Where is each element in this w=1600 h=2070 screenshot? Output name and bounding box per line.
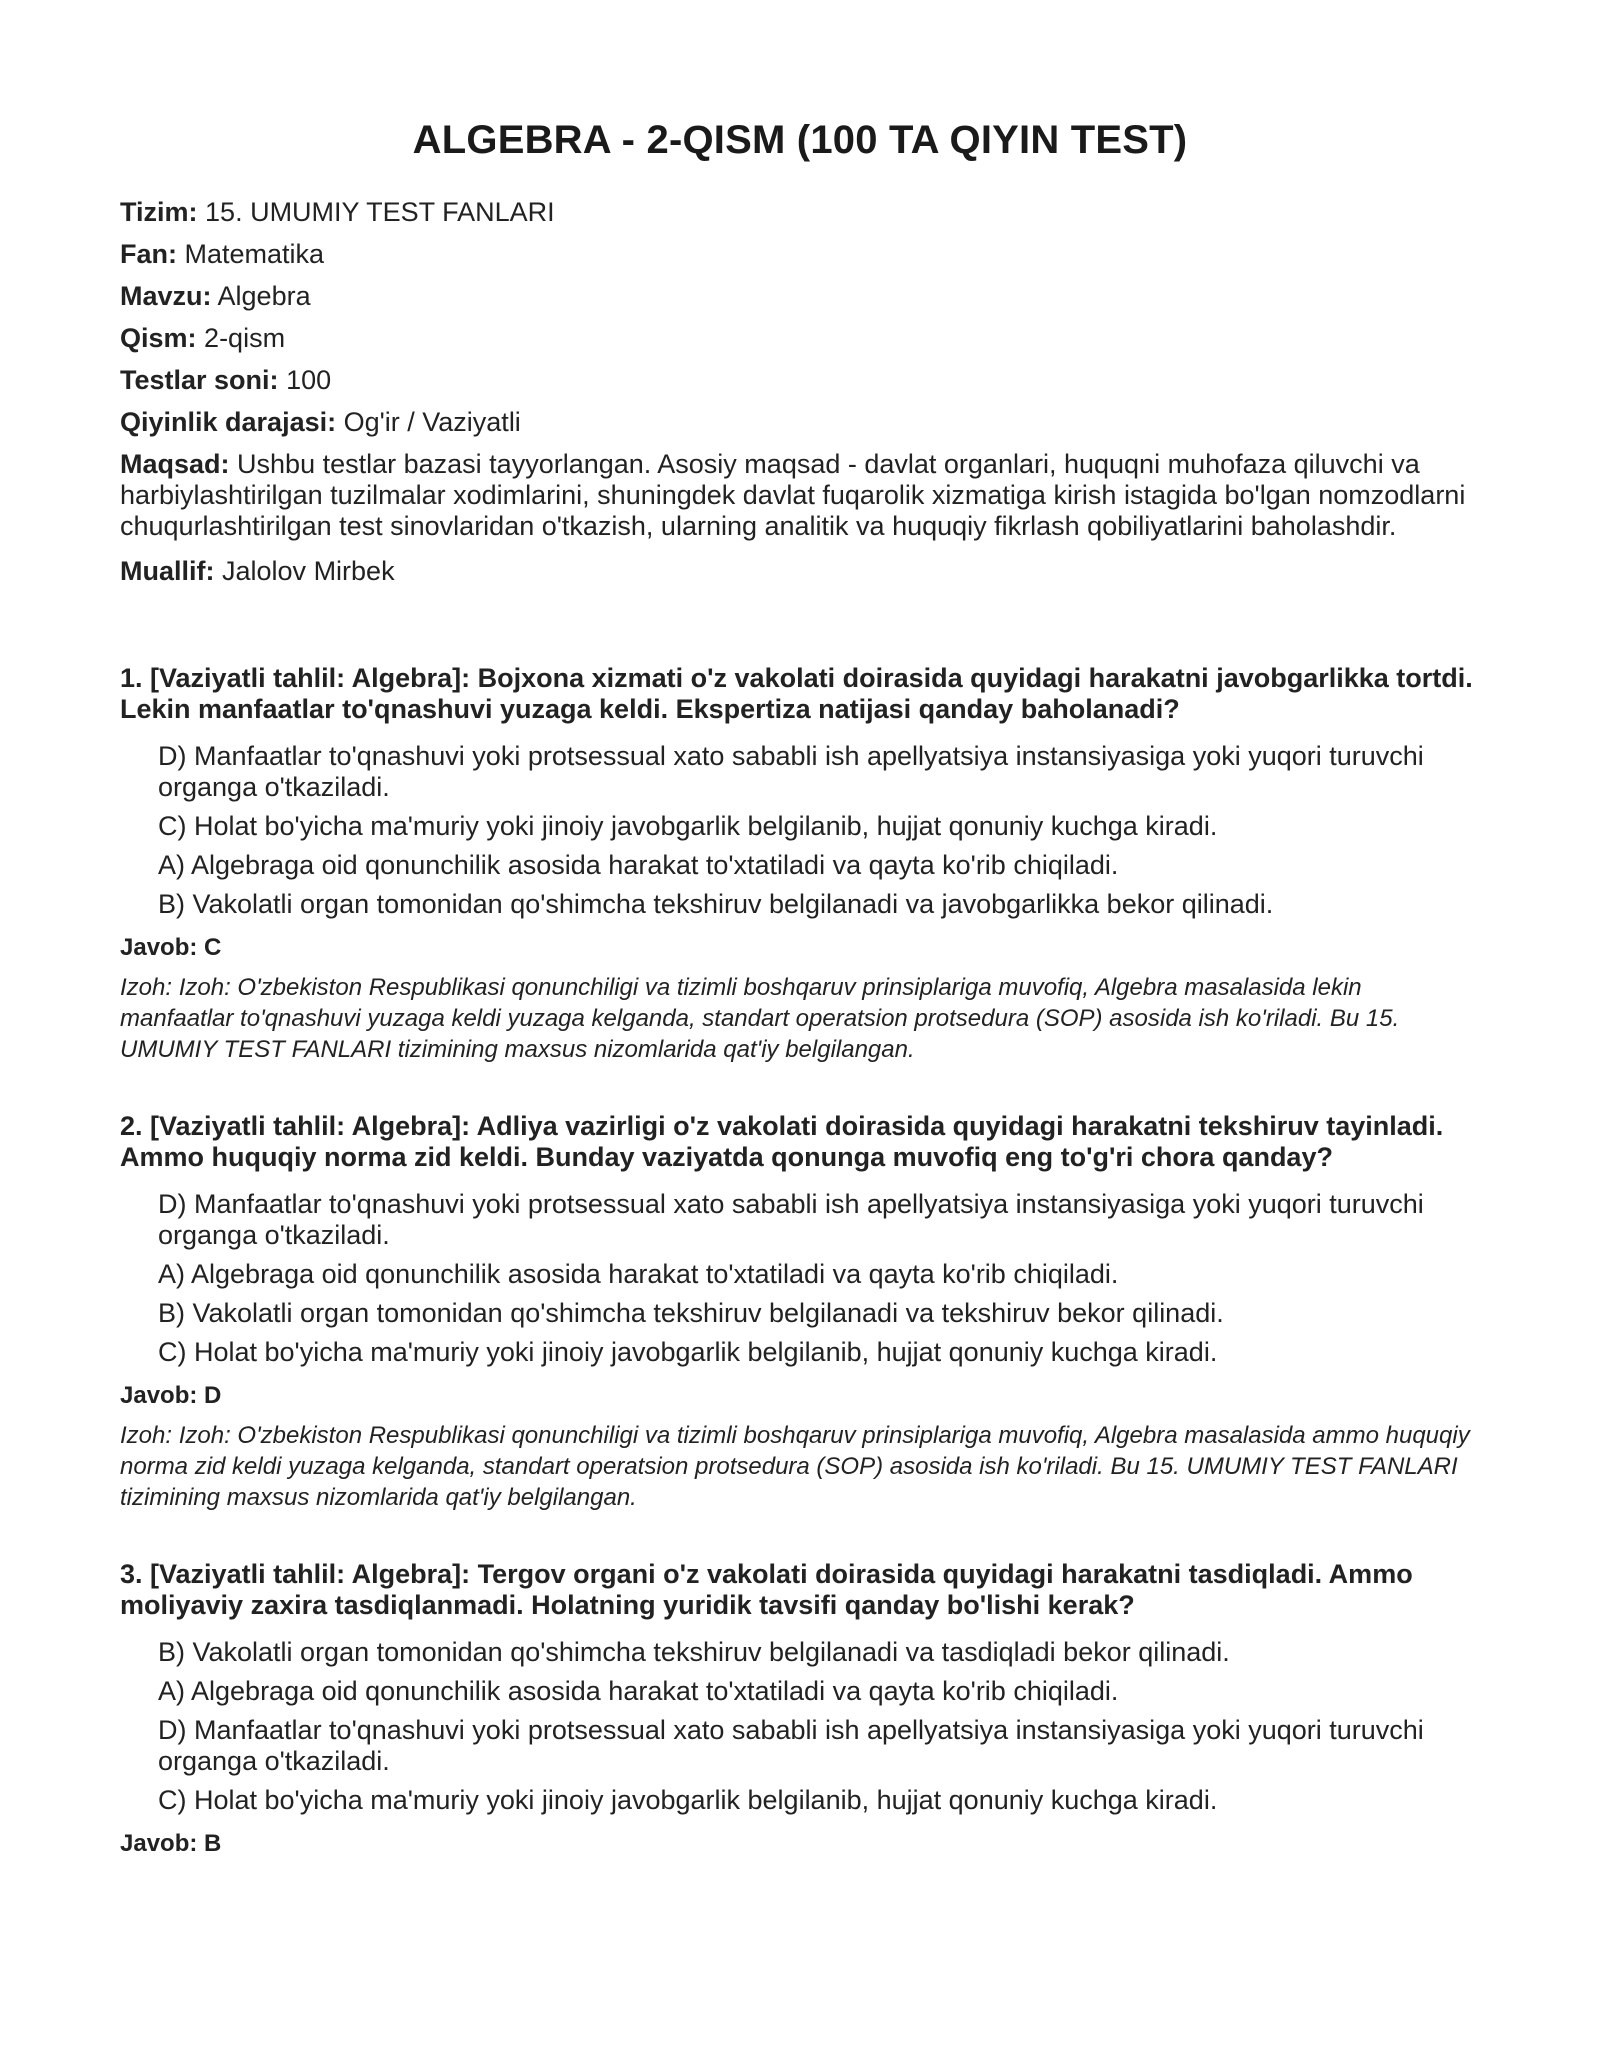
meta-purpose	[120, 449, 1480, 542]
option-list	[158, 1637, 1480, 1816]
answer-option: A) Algebraga oid qonunchilik asosida harakat to'xtatiladi va qayta ko'rib chiqiladi.	[158, 1676, 1119, 1706]
meta-value: 15. UMUMIY TEST FANLARI	[205, 197, 555, 227]
answer-option: C) Holat bo'yicha ma'muriy yoki jinoiy javobgarlik belgilanib, hujjat qonuniy kuchga kiradi.	[158, 811, 1218, 841]
meta-value: Matematika	[184, 239, 325, 269]
correct-answer: Javob: B	[120, 1830, 222, 1857]
meta-part	[120, 323, 1480, 354]
meta-label: Fan:	[120, 239, 177, 269]
meta-label: Tizim:	[120, 197, 198, 227]
question-item	[120, 1559, 1480, 1858]
meta-topic	[120, 281, 1480, 312]
question-item	[120, 663, 1480, 1065]
answer-option: B) Vakolatli organ tomonidan qo'shimcha tekshiruv belgilanadi va javobgarlikka bekor qilinadi.	[158, 889, 1274, 919]
correct-answer: Javob: C	[120, 934, 222, 961]
answer-option: B) Vakolatli organ tomonidan qo'shimcha tekshiruv belgilanadi va tasdiqladi bekor qilinadi.	[158, 1637, 1230, 1667]
meta-label: Qism:	[120, 323, 197, 353]
answer-option: D) Manfaatlar to'qnashuvi yoki protsessual xato sababli ish apellyatsiya instansiyasiga yoki yuqori turuvchi organga o'tkaziladi.	[158, 741, 1424, 802]
meta-value: 2-qism	[204, 323, 286, 353]
document-title: ALGEBRA - 2-QISM (100 TA QIYIN TEST)	[412, 118, 1188, 162]
option-list	[158, 1189, 1480, 1368]
answer-option: C) Holat bo'yicha ma'muriy yoki jinoiy javobgarlik belgilanib, hujjat qonuniy kuchga kiradi.	[158, 1337, 1218, 1367]
meta-label: Qiyinlik darajasi:	[120, 407, 337, 437]
answer-option: D) Manfaatlar to'qnashuvi yoki protsessual xato sababli ish apellyatsiya instansiyasiga yoki yuqori turuvchi organga o'tkaziladi.	[158, 1189, 1424, 1250]
meta-author	[120, 556, 1480, 587]
question-item	[120, 1111, 1480, 1513]
question-text: 1. [Vaziyatli tahlil: Algebra]: Bojxona xizmati o'z vakolati doirasida quyidagi harakatni javobgarlikka tortdi. Lekin manfaatlar to'qnashuvi yuzaga keldi. Ekspertiza natijasi qanday baholanadi?	[120, 663, 1473, 724]
answer-option: B) Vakolatli organ tomonidan qo'shimcha tekshiruv belgilanadi va tekshiruv bekor qilinadi.	[158, 1298, 1224, 1328]
question-list	[120, 663, 1480, 1858]
answer-option: C) Holat bo'yicha ma'muriy yoki jinoiy javobgarlik belgilanib, hujjat qonuniy kuchga kiradi.	[158, 1785, 1218, 1815]
meta-value: Og'ir / Vaziyatli	[343, 407, 521, 437]
meta-value: Jalolov Mirbek	[222, 556, 395, 586]
answer-explanation: Izoh: Izoh: O'zbekiston Respublikasi qonunchiligi va tizimli boshqaruv prinsiplariga muvofiq, Algebra masalasida ammo huquqiy norma zid keldi yuzaga kelganda, standart operatsion protsedura (SOP) asosida ish ko'riladi. Bu 15. UMUMIY TEST FANLARI tizimining maxsus nizomlarida qat'iy belgilangan.	[120, 1422, 1470, 1511]
question-text: 2. [Vaziyatli tahlil: Algebra]: Adliya vazirligi o'z vakolati doirasida quyidagi harakatni tekshiruv tayinladi. Ammo huquqiy norma zid keldi. Bunday vaziyatda qonunga muvofiq eng to'g'ri chora qanday?	[120, 1111, 1444, 1172]
meta-label: Maqsad:	[120, 449, 230, 479]
correct-answer: Javob: D	[120, 1382, 222, 1409]
meta-system	[120, 197, 1480, 228]
answer-option: A) Algebraga oid qonunchilik asosida harakat to'xtatiladi va qayta ko'rib chiqiladi.	[158, 1259, 1119, 1289]
meta-value: Algebra	[217, 281, 311, 311]
question-text: 3. [Vaziyatli tahlil: Algebra]: Tergov organi o'z vakolati doirasida quyidagi harakatni tasdiqladi. Ammo moliyaviy zaxira tasdiqlanmadi. Holatning yuridik tavsifi qanday bo'lishi kerak?	[120, 1559, 1413, 1620]
option-list	[158, 741, 1480, 920]
meta-subject	[120, 239, 1480, 270]
meta-value: Ushbu testlar bazasi tayyorlangan. Asosiy maqsad - davlat organlari, huquqni muhofaza qiluvchi va harbiylashtirilgan tuzilmalar xodimlarini, shuningdek davlat fuqarolik xizmatiga kirish istagida bo'lgan nomzodlarni chuqurlashtirilgan test sinovlaridan o'tkazish, ularning analitik va huquqiy fikrlash qobiliyatlarini baholashdir.	[120, 449, 1466, 541]
meta-value: 100	[286, 365, 332, 395]
meta-label: Muallif:	[120, 556, 215, 586]
document-metadata	[120, 197, 1480, 587]
meta-difficulty	[120, 407, 1480, 438]
answer-explanation: Izoh: Izoh: O'zbekiston Respublikasi qonunchiligi va tizimli boshqaruv prinsiplariga muvofiq, Algebra masalasida lekin manfaatlar to'qnashuvi yuzaga keldi yuzaga kelganda, standart operatsion protsedura (SOP) asosida ish ko'riladi. Bu 15. UMUMIY TEST FANLARI tizimining maxsus nizomlarida qat'iy belgilangan.	[120, 974, 1400, 1063]
meta-label: Mavzu:	[120, 281, 212, 311]
answer-option: D) Manfaatlar to'qnashuvi yoki protsessual xato sababli ish apellyatsiya instansiyasiga yoki yuqori turuvchi organga o'tkaziladi.	[158, 1715, 1424, 1776]
meta-test-count	[120, 365, 1480, 396]
meta-label: Testlar soni:	[120, 365, 279, 395]
answer-option: A) Algebraga oid qonunchilik asosida harakat to'xtatiladi va qayta ko'rib chiqiladi.	[158, 850, 1119, 880]
